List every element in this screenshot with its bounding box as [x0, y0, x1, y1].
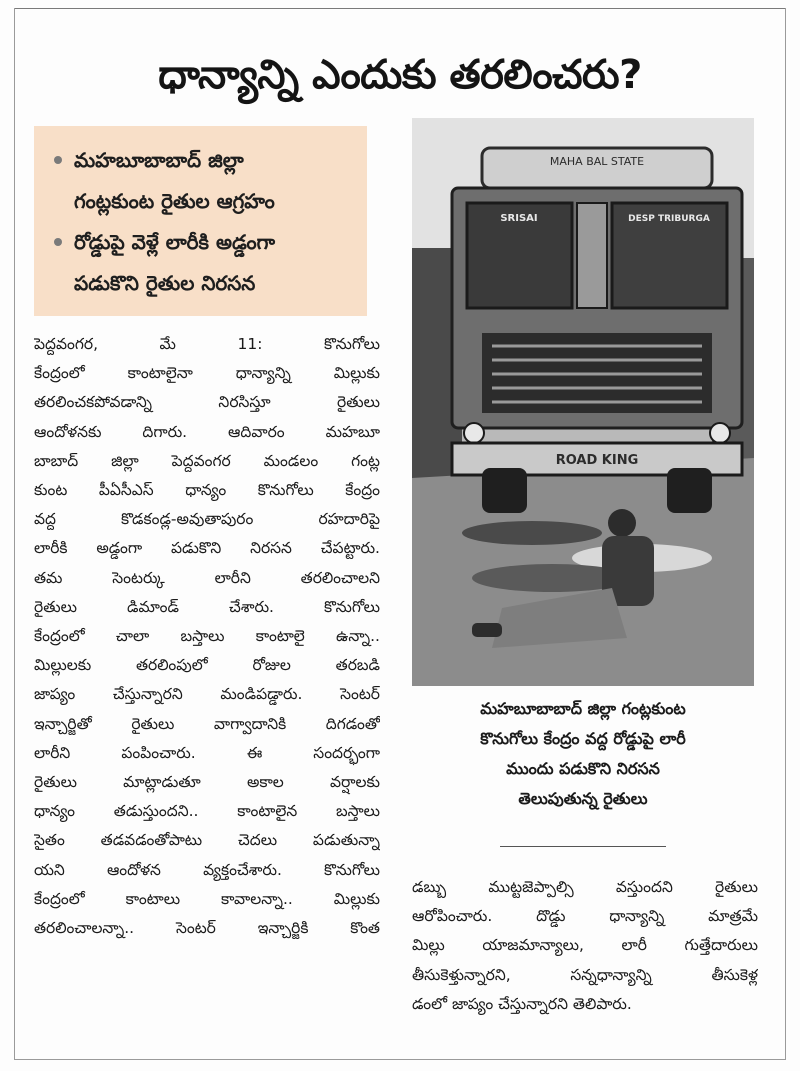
caption-divider	[500, 846, 666, 847]
highlights-box	[34, 126, 367, 316]
highlight-line: గంట్లకుంట రైతుల ఆగ్రహం	[74, 189, 275, 213]
caption-line: మహబూబాబాద్ జిల్లా గంట్లకుంట	[480, 699, 686, 718]
article-line: ధాన్యం తడుస్తుందని.. కాంటాలైన బస్తాలు	[34, 802, 380, 821]
news-photo-truck-protest	[412, 118, 754, 686]
caption-line: ముందు పడుకొని నిరసన	[506, 759, 660, 778]
windshield-banner-left: SRISAI	[500, 213, 538, 224]
article-line: తీసుకెళ్తున్నారని, సన్నధాన్యాన్ని తీసుకెళ్ల	[412, 965, 758, 984]
bullet-icon	[54, 238, 62, 246]
left-border-rule	[14, 8, 15, 1060]
article-line: ఆందోళనకు దిగారు. ఆదివారం మహబూ	[34, 422, 380, 441]
article-line: తరలించాలన్నా.. సెంటర్ ఇన్చార్జికి కొంత	[34, 919, 380, 938]
article-body-left-column	[34, 330, 380, 1050]
article-line: ఆరోపించారు. దొడ్డు ధాన్యాన్ని మాత్రమే	[412, 907, 758, 926]
article-line: కేంద్రంలో కాంటాలైనా ధాన్యాన్ని మిల్లుకు	[34, 364, 380, 383]
right-border-rule	[785, 8, 786, 1060]
headline: ధాన్యాన్ని ఎందుకు తరలించరు?	[158, 52, 642, 98]
top-border-rule	[14, 8, 786, 9]
article-line: తమ సెంటర్కు లారీని తరలించాలని	[34, 568, 380, 587]
article-line: రైతులు మాట్లాడుతూ అకాల వర్షాలకు	[34, 773, 380, 792]
highlight-line: రోడ్డుపై వెళ్లే లారీకి అడ్డంగా	[74, 230, 276, 254]
article-line: పెద్దవంగర, మే 11: కొనుగోలు	[34, 335, 380, 353]
article-line: యని ఆందోళన వ్యక్తంచేశారు. కొనుగోలు	[34, 860, 380, 879]
article-line: తరలించకపోవడాన్ని నిరసిస్తూ రైతులు	[34, 393, 380, 412]
caption-line: తెలుపుతున్న రైతులు	[518, 789, 648, 808]
article-line: మిల్లులకు తరలింపులో రోజుల తరబడి	[34, 656, 380, 675]
article-line: వద్ద కొడకండ్ల-అవుతాపురం రహదారిపై	[34, 510, 380, 529]
highlight-item	[52, 222, 355, 304]
bumper-text: ROAD KING	[555, 453, 639, 468]
truck-photo-illustration	[412, 118, 754, 686]
article-line: లారీకి అడ్డంగా పడుకొని నిరసన చేపట్టారు.	[34, 539, 380, 558]
bullet-icon	[54, 156, 62, 164]
article-line: జాప్యం చేస్తున్నారని మండిపడ్డారు. సెంటర్	[34, 685, 380, 704]
article-line: డంలో జాప్యం చేస్తున్నారని తెలిపారు.	[412, 994, 632, 1013]
article-line: లారీని పంపించారు. ఈ సందర్భంగా	[34, 743, 380, 762]
highlight-item	[52, 140, 355, 222]
highlight-line: మహబూబాబాద్ జిల్లా	[74, 148, 244, 172]
windshield-banner-right: DESP TRIBURGA	[628, 214, 710, 224]
article-line: రైతులు డిమాండ్ చేశారు. కొనుగోలు	[34, 597, 380, 616]
article-line: డబ్బు ముట్టజెప్పాల్సి వస్తుందని రైతులు	[412, 878, 758, 896]
highlight-line: పడుకొని రైతుల నిరసన	[74, 271, 256, 295]
truck-header-text: MAHA BAL STATE	[549, 155, 645, 168]
article-line: ఇన్చార్జితో రైతులు వాగ్వాదానికి దిగడంతో	[34, 714, 380, 733]
article-line: కేంద్రంలో చాలా బస్తాలు కాంటాలై ఉన్నా..	[34, 627, 380, 646]
article-line: మిల్లు యాజమాన్యాలు, లారీ గుత్తేదారులు	[412, 936, 758, 955]
article-line: కేంద్రంలో కాంటాలు కావాలన్నా.. మిల్లుకు	[34, 889, 380, 908]
article-line: కుంట పీఏసీఎస్ ధాన్యం కొనుగోలు కేంద్రం	[34, 481, 380, 500]
caption-line: కొనుగోలు కేంద్రం వద్ద రోడ్డుపై లారీ	[480, 729, 686, 748]
article-line: సైతం తడవడంతోపాటు చెదలు పడుతున్నా	[34, 831, 380, 850]
article-body-right-column	[412, 873, 758, 1043]
article-line: బాబాద్ జిల్లా పెద్దవంగర మండలం గంట్ల	[34, 451, 380, 470]
bottom-border-rule	[14, 1059, 786, 1060]
photo-caption	[412, 694, 754, 834]
